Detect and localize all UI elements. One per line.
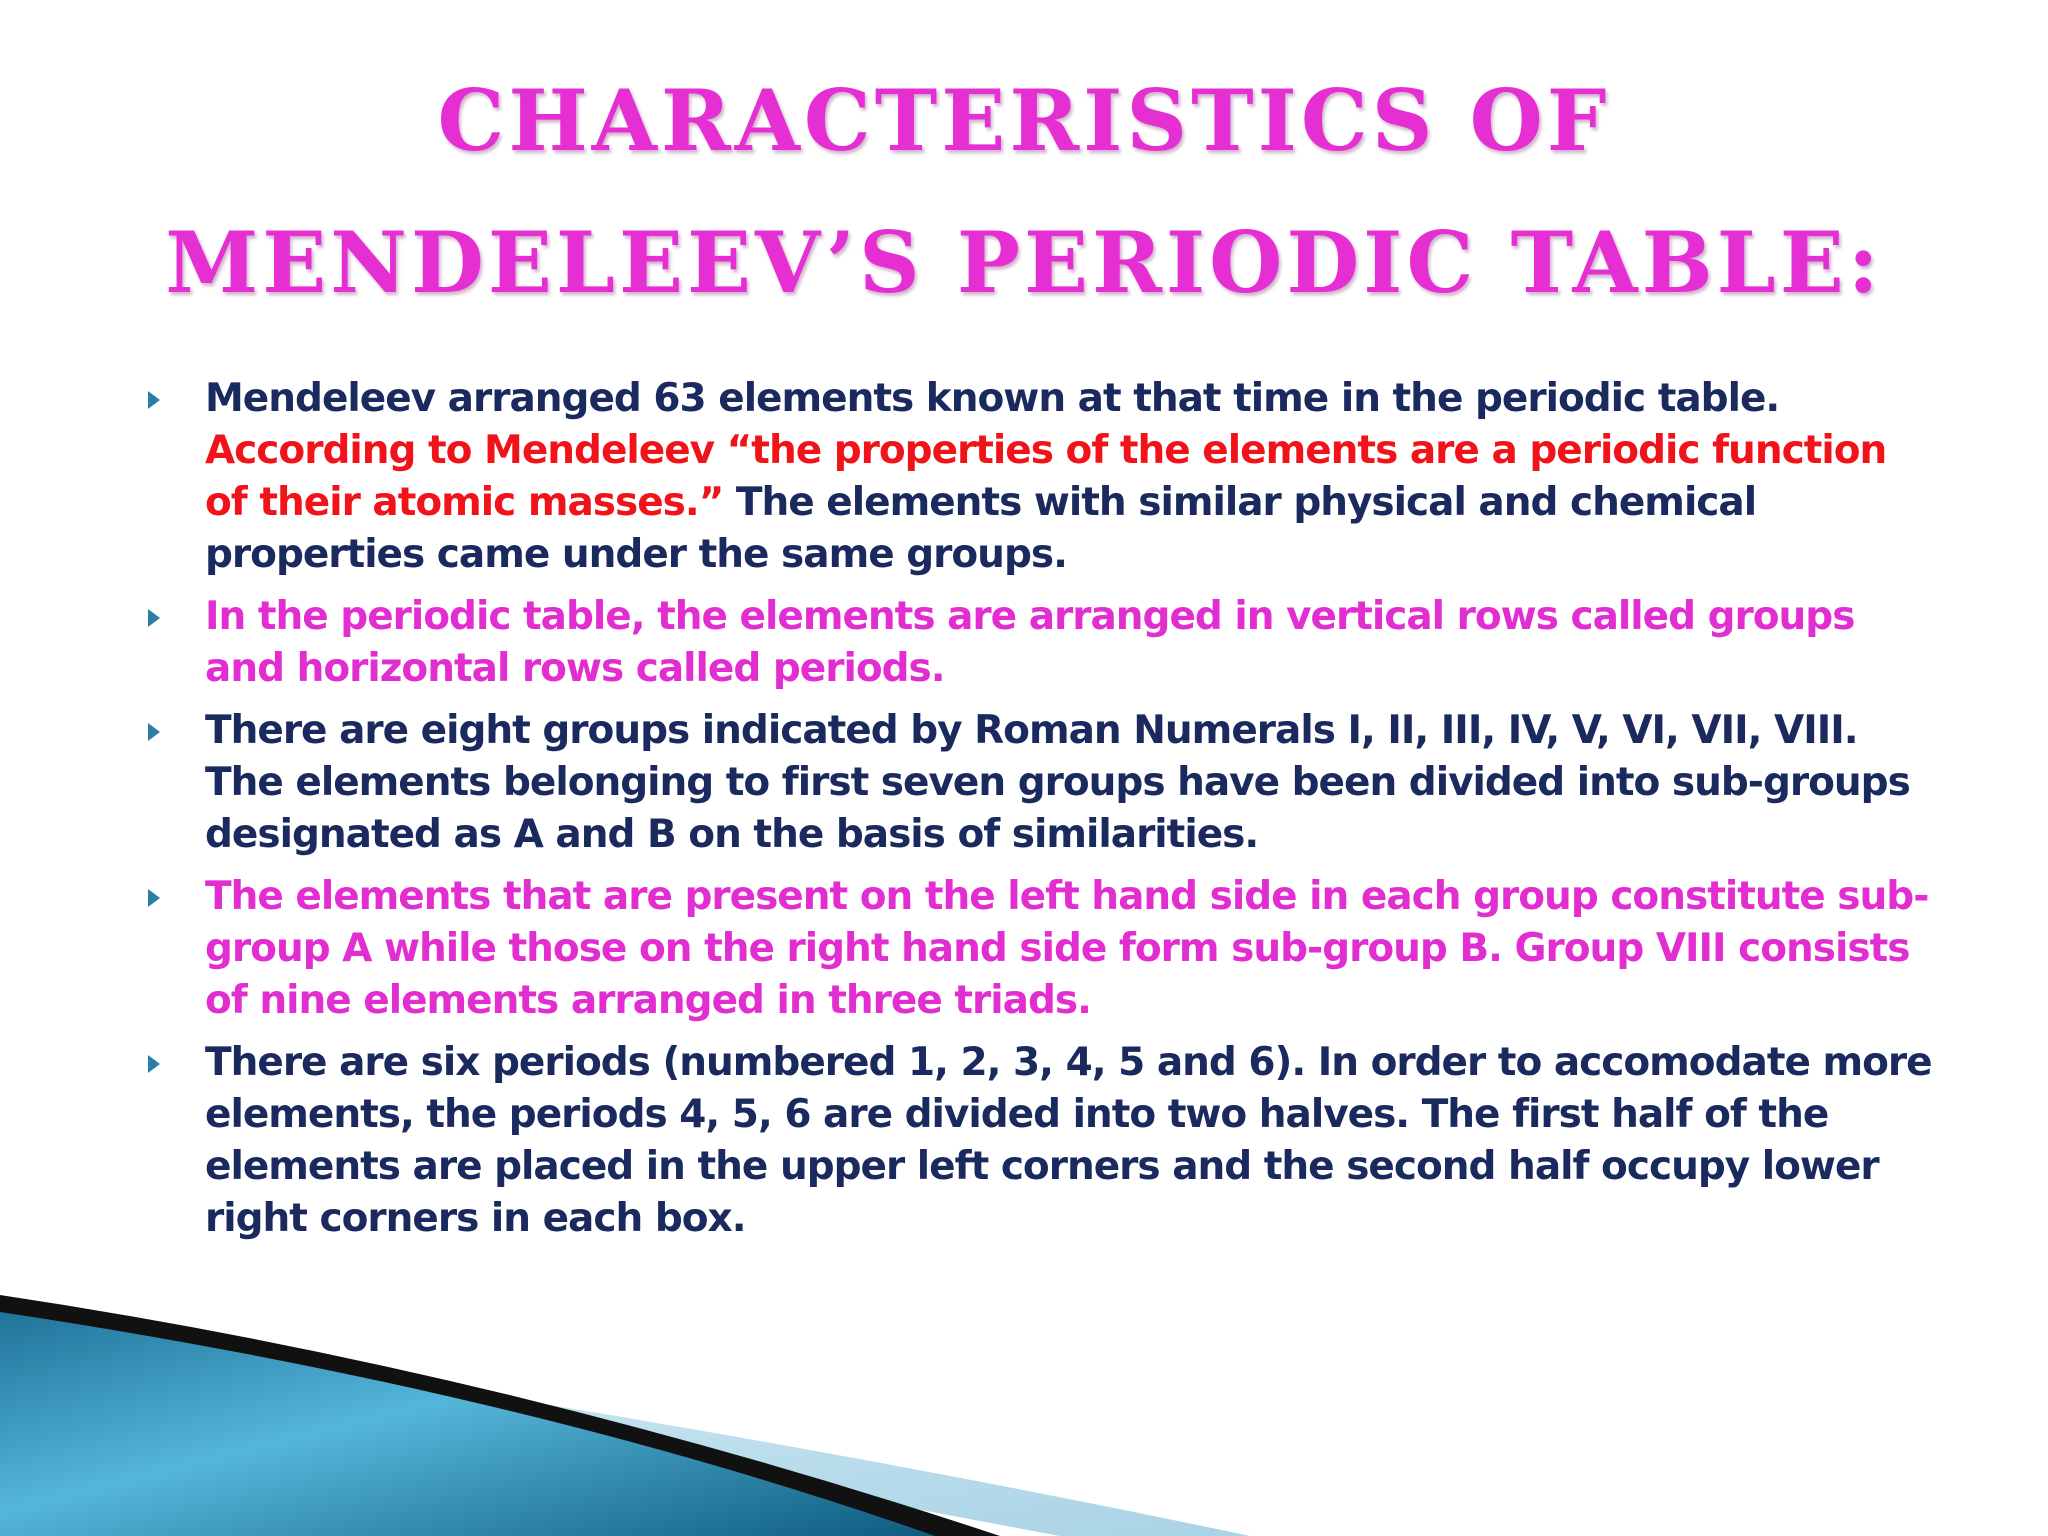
bullet-4-text: The elements that are present on the left hand side in each group constitute sub-group A while those on the right hand side form sub-group B. Group VIII consists of nine elements arranged in three triads. bbox=[205, 874, 1929, 1023]
bullet-list bbox=[145, 373, 1935, 1255]
triangle-bullet-icon bbox=[148, 609, 160, 627]
slide-title bbox=[100, 50, 1948, 334]
bullet-item-2 bbox=[145, 591, 1935, 695]
swoosh-teal-band bbox=[0, 1300, 940, 1536]
triangle-bullet-icon bbox=[148, 391, 160, 409]
slide-title-line-2: MENDELEEV’S PERIODIC TABLE: bbox=[165, 213, 1883, 312]
bullet-item-1 bbox=[145, 373, 1935, 581]
bullet-1-text-part-1: Mendeleev arranged 63 elements known at that time in the periodic table. bbox=[205, 376, 1780, 421]
bullet-1-text-part-2: According to Mendeleev “the properties of the elements are a periodic function of their atomic masses.” bbox=[205, 428, 1887, 525]
triangle-bullet-icon bbox=[148, 1055, 160, 1073]
bullet-item-3 bbox=[145, 705, 1935, 861]
bullet-item-4 bbox=[145, 871, 1935, 1027]
bullet-2-text: In the periodic table, the elements are arranged in vertical rows called groups and horizontal rows called periods. bbox=[205, 594, 1855, 691]
triangle-bullet-icon bbox=[148, 723, 160, 741]
bullet-item-5 bbox=[145, 1037, 1935, 1245]
bullet-3-text: There are eight groups indicated by Roman Numerals I, II, III, IV, V, VI, VII, VIII. The elements belonging to first seven groups have been divided into sub-groups designated as A and B on the basis of similarities. bbox=[205, 708, 1910, 857]
triangle-bullet-icon bbox=[148, 889, 160, 907]
bullet-1-text-part-3: The elements with similar physical and chemical properties came under the same groups. bbox=[205, 480, 1757, 577]
bullet-5-text: There are six periods (numbered 1, 2, 3, 4, 5 and 6). In order to accomodate more elements, the periods 4, 5, 6 are divided into two halves. The first half of the elements are placed in the upper left corners and the second half occupy lower right corners in each box. bbox=[205, 1040, 1932, 1241]
slide-title-line-1: CHARACTERISTICS OF bbox=[437, 71, 1611, 170]
